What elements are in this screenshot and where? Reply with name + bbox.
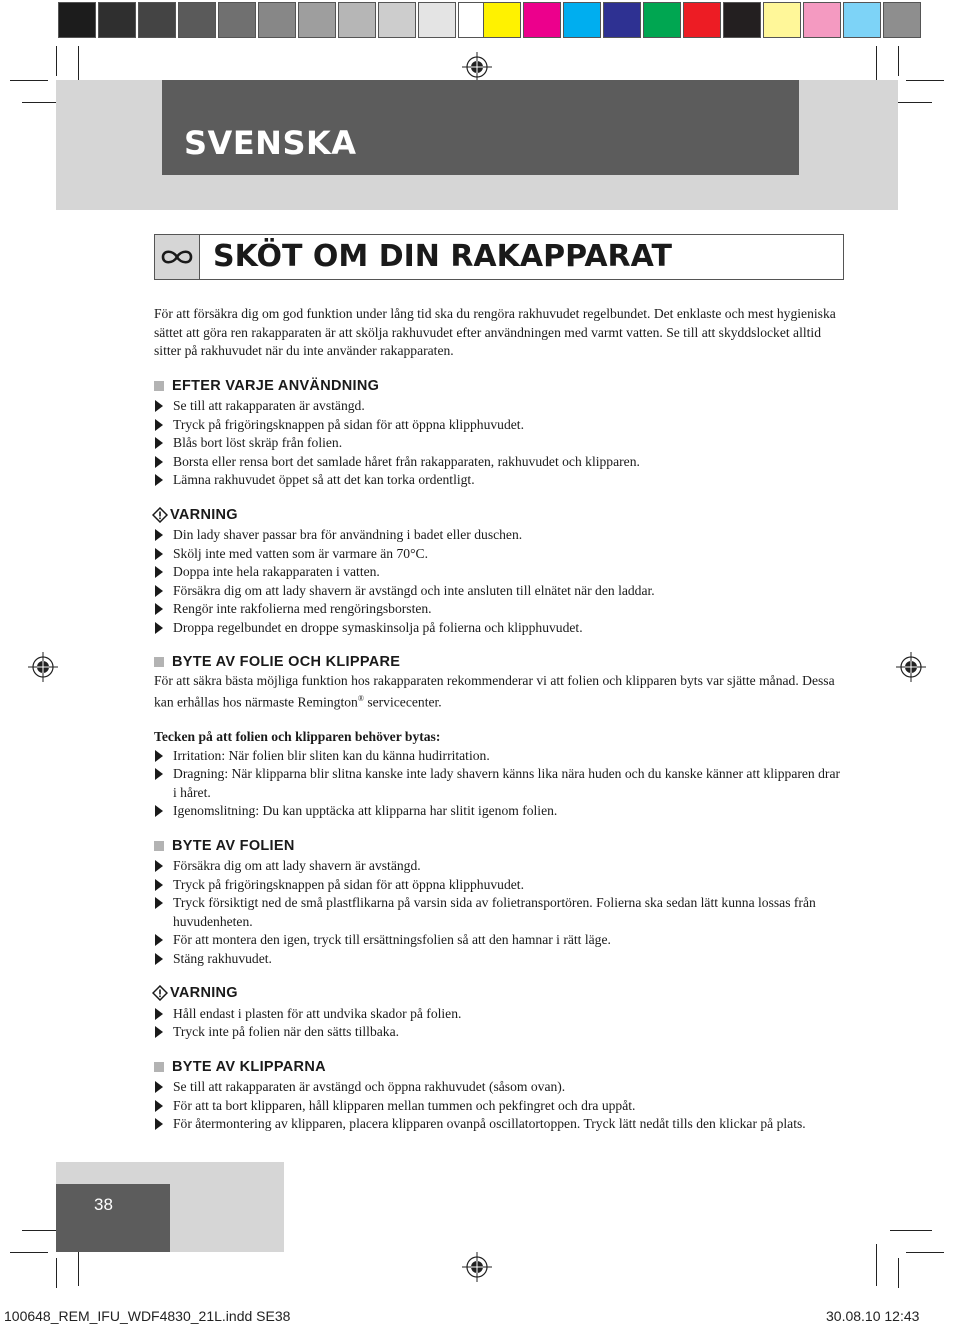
list-item: Håll endast i plasten för att undvika skador på folien. [154,1005,844,1024]
list-item: För att ta bort klipparen, håll klipparen mellan tummen och pekfingret och dra uppåt. [154,1097,844,1116]
list-item: Droppa regelbundet en droppe symaskinsolja på folierna och klipphuvudet. [154,619,844,638]
color-swatch [218,2,256,38]
slug-file-info: 100648_REM_IFU_WDF4830_21L.indd SE38 [4,1308,291,1324]
list-item: Dragning: När klipparna blir slitna kanske inte lady shavern känns lika nära huden och du kanske känner att klipparen drar i håret. [154,765,844,802]
color-swatch [803,2,841,38]
list-item: Tryck försiktigt ned de små plastflikarna på varsin sida av folietransportören. Folierna ska sedan lätt kunna lossas från huvudenheten. [154,894,844,931]
color-swatch [98,2,136,38]
color-swatch [418,2,456,38]
color-swatch [843,2,881,38]
list-replace-foil [154,857,844,968]
list-item: Irritation: När folien blir sliten kan du känna hudirritation. [154,747,844,766]
list-warning-2 [154,1005,844,1042]
color-swatch [178,2,216,38]
list-item: Doppa inte hela rakapparaten i vatten. [154,563,844,582]
heading-replace-foil: BYTE AV FOLIEN [154,837,844,856]
list-item: Borsta eller rensa bort det samlade håret från rakapparaten, rakhuvudet och klipparen. [154,453,844,472]
heading-replace-foil-cutter: BYTE AV FOLIE OCH KLIPPARE [154,653,844,672]
signs-heading: Tecken på att folien och klipparen behöver bytas: [154,729,441,745]
warning-icon [152,507,168,523]
list-item: Lämna rakhuvudet öppet så att det kan torka ordentligt. [154,471,844,490]
section-title-box [154,234,844,280]
color-swatch [883,2,921,38]
list-item: För återmontering av klipparen, placera klipparen ovanpå oscillatortoppen. Tryck lätt nedåt tills den klickar på plats. [154,1115,844,1134]
list-item: Se till att rakapparaten är avstängd. [154,397,844,416]
color-swatch [683,2,721,38]
crop-mark [898,1258,899,1288]
color-swatch [298,2,336,38]
crop-mark [890,1230,932,1231]
color-swatch [258,2,296,38]
color-swatch [138,2,176,38]
crop-mark [10,1252,48,1253]
list-item: Tryck på frigöringsknappen på sidan för att öppna klipphuvudet. [154,876,844,895]
list-item: Stäng rakhuvudet. [154,950,844,969]
slug-date-time: 30.08.10 12:43 [826,1308,920,1324]
square-bullet-icon [154,657,164,667]
list-item: Tryck på frigöringsknappen på sidan för att öppna klipphuvudet. [154,416,844,435]
page-number: 38 [94,1195,113,1214]
list-item: Försäkra dig om att lady shavern är avstängd. [154,857,844,876]
page-number-box [56,1184,170,1252]
warning-icon [152,985,168,1001]
replace-foil-cutter-paragraph: För att säkra bästa möjliga funktion hos rakapparaten rekommenderar vi att folien och klipparen byts var sjätte månad. Dessa kan erhållas hos närmaste Remington® servicecenter. [154,672,835,710]
list-signs [154,747,844,821]
list-item: Blås bort löst skräp från folien. [154,434,844,453]
square-bullet-icon [154,841,164,851]
color-swatch [563,2,601,38]
list-after-use [154,397,844,490]
list-item: Se till att rakapparaten är avstängd och öppna rakhuvudet (såsom ovan). [154,1078,844,1097]
list-item: Tryck inte på folien när den sätts tillbaka. [154,1023,844,1042]
color-calibration-bar [483,2,923,38]
list-item: Skölj inte med vatten som är varmare än 70°C. [154,545,844,564]
registration-mark-icon [896,652,926,682]
registration-mark-icon [462,1252,492,1282]
square-bullet-icon [154,381,164,391]
crop-mark [898,46,899,76]
color-swatch [378,2,416,38]
list-item: För att montera den igen, tryck till ersättningsfolien så att den hamnar i rätt läge. [154,931,844,950]
color-swatch [603,2,641,38]
list-warning-1 [154,526,844,637]
crop-mark [56,1258,57,1288]
list-item: Försäkra dig om att lady shavern är avstängd och inte ansluten till elnätet när den laddar. [154,582,844,601]
color-swatch [58,2,96,38]
registration-mark-icon [28,652,58,682]
list-replace-cutters [154,1078,844,1134]
square-bullet-icon [154,1062,164,1072]
crop-mark [876,1244,877,1286]
crop-mark [906,1252,944,1253]
intro-paragraph: För att försäkra dig om god funktion under lång tid ska du rengöra rakhuvudet regelbundet. Det enklaste och mest hygieniska sättet att göra ren rakapparaten är att skölja rakhuvudet efter användningen med varmt vatten. Se till att skyddslocket alltid sitter på rakhuvudet när du inte använder rakapparaten. [154,306,836,358]
registration-mark-icon [462,52,492,82]
color-swatch [723,2,761,38]
gray-calibration-bar [58,2,498,38]
color-swatch [338,2,376,38]
list-item: Rengör inte rakfolierna med rengöringsborsten. [154,600,844,619]
color-swatch [763,2,801,38]
registered-mark: ® [357,694,364,703]
heading-warning-1: VARNING [154,506,844,525]
language-title: SVENSKA [184,124,357,162]
color-swatch [523,2,561,38]
crop-mark [906,80,944,81]
crop-mark [10,80,48,81]
list-item: Igenomslitning: Du kan upptäcka att klipparna har slitit igenom folien. [154,802,844,821]
section-title: SKÖT OM DIN RAKAPPARAT [213,239,673,274]
heading-after-use: EFTER VARJE ANVÄNDNING [154,377,844,396]
crop-mark [56,46,57,76]
heading-warning-2: VARNING [154,984,844,1003]
heading-replace-cutters: BYTE AV KLIPPARNA [154,1058,844,1077]
color-swatch [643,2,681,38]
list-item: Din lady shaver passar bra för användning i badet eller duschen. [154,526,844,545]
main-content [154,305,844,1134]
infinity-icon [155,235,200,279]
color-swatch [483,2,521,38]
